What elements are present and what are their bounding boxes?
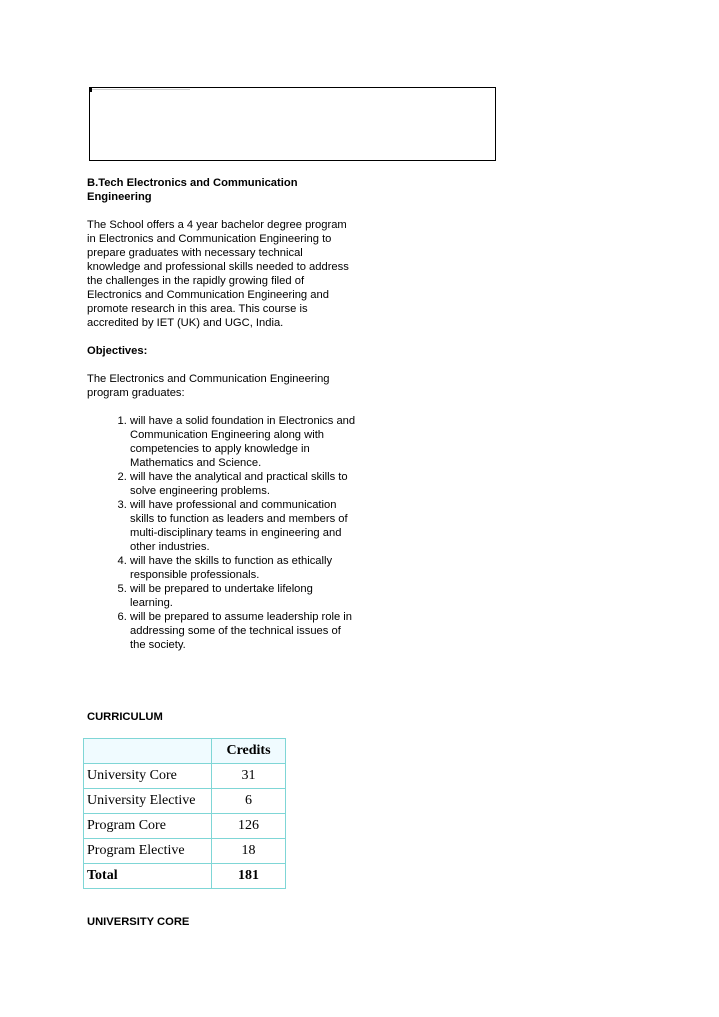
table-total-credits: 181 — [212, 864, 286, 889]
table-cell-category: Program Core — [84, 814, 212, 839]
objective-item: 6. will be prepared to assume leadership role in addressing some of the technical issues of the society. — [130, 610, 357, 652]
objectives-list — [87, 414, 357, 652]
table-cell-category: University Core — [84, 764, 212, 789]
table-cell-category: Program Elective — [84, 839, 212, 864]
objective-item: 1. will have a solid foundation in Electronics and Communication Engineering along with competencies to apply knowledge in Mathematics and Science. — [130, 414, 357, 470]
table-header-cell — [84, 739, 212, 764]
table-cell-credits: 6 — [212, 789, 286, 814]
table-cell-category: University Elective — [84, 789, 212, 814]
box-top-rule — [90, 89, 190, 90]
table-cell-credits: 126 — [212, 814, 286, 839]
table-row — [84, 814, 286, 839]
program-intro: The School offers a 4 year bachelor degree program in Electronics and Communication Engineering to prepare graduates with necessary technical knowledge and professional skills needed to address the challenges in the rapidly growing filed of Electronics and Communication Engineering and promote research in this area. This course is accredited by IET (UK) and UGC, India. — [87, 219, 349, 329]
table-header-row — [84, 739, 286, 764]
objective-item: 2. will have the analytical and practical skills to solve engineering problems. — [130, 470, 357, 498]
program-title: B.Tech Electronics and Communication Engineering — [87, 177, 298, 203]
table-cell-credits: 31 — [212, 764, 286, 789]
objective-item: 5. will be prepared to undertake lifelong learning. — [130, 582, 357, 610]
table-row — [84, 789, 286, 814]
curriculum-credits-table — [83, 738, 286, 889]
box-corner-mark — [90, 88, 92, 92]
objective-item: 3. will have professional and communication skills to function as leaders and members of multi-disciplinary teams in engineering and other industries. — [130, 498, 357, 554]
curriculum-heading: CURRICULUM — [87, 711, 163, 723]
table-total-label: Total — [84, 864, 212, 889]
program-description — [87, 176, 357, 652]
table-row — [84, 839, 286, 864]
objectives-heading: Objectives: — [87, 345, 148, 357]
table-total-row — [84, 864, 286, 889]
table-row — [84, 764, 286, 789]
objectives-lead: The Electronics and Communication Engineering program graduates: — [87, 373, 330, 399]
table-cell-credits: 18 — [212, 839, 286, 864]
university-core-heading: UNIVERSITY CORE — [87, 916, 190, 928]
objective-item: 4. will have the skills to function as ethically responsible professionals. — [130, 554, 357, 582]
table-header-cell: Credits — [212, 739, 286, 764]
empty-frame-box — [89, 87, 496, 161]
